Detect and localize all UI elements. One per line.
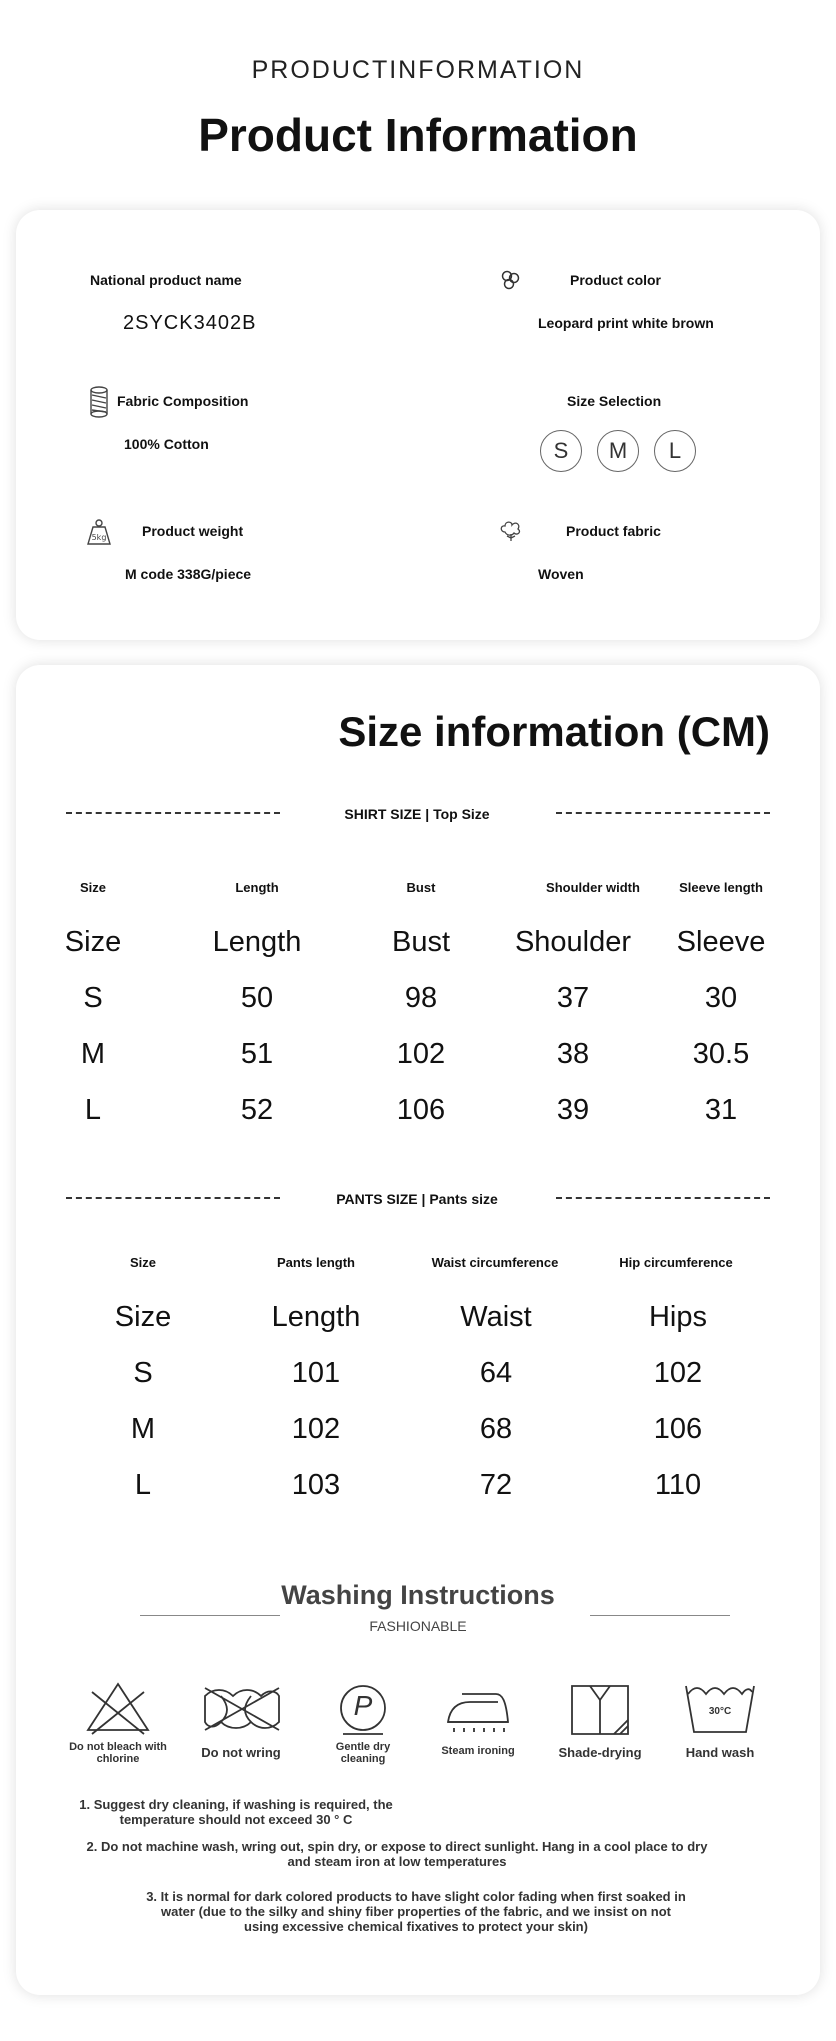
wash-note-1: 1. Suggest dry cleaning, if washing is required, the temperature should not exceed 30 ° C [79,1797,393,1827]
shirt-cell: Length [212,926,302,958]
shirt-cell: 37 [556,982,590,1014]
dry-clean-letter: P [353,1690,373,1721]
shirt-header-bust: Bust [406,880,436,895]
pants-header-length: Pants length [276,1255,355,1270]
product-fabric-value: Woven [538,566,584,582]
shirt-cell: 98 [404,982,438,1014]
shirt-header-size: Size [79,880,106,895]
wash-note-2: 2. Do not machine wash, wring out, spin dry, or expose to direct sunlight. Hang in a cool place to dry and steam iron at low temperatures [86,1839,708,1869]
fabric-composition-value: 100% Cotton [124,436,209,452]
pants-cell: Length [271,1301,361,1333]
size-option-s[interactable]: S [540,430,582,472]
shirt-cell: Sleeve [676,926,766,958]
shirt-cell: 39 [556,1094,590,1126]
shirt-cell: 52 [240,1094,274,1126]
shirt-cell: M [80,1038,106,1070]
no-wring-label: Do not wring [201,1745,281,1760]
wash-temp-label: 30°C [708,1706,732,1717]
product-name-label: National product name [90,272,242,288]
pants-header-waist: Waist circumference [431,1255,559,1270]
steam-iron-label: Steam ironing [441,1745,515,1757]
product-weight-label: Product weight [142,523,244,539]
cotton-flower-icon [499,520,523,542]
no-bleach-icon [76,1678,160,1740]
pants-cell: 101 [291,1357,341,1389]
shade-dry-label: Shade-drying [558,1745,642,1760]
product-weight-value: M code 338G/piece [125,566,252,582]
pants-cell: L [134,1469,152,1501]
shirt-cell: Size [64,926,122,958]
divider [556,1197,770,1199]
pants-cell: M [130,1413,156,1445]
shirt-cell: 30 [704,982,738,1014]
pants-cell: Waist [460,1301,532,1333]
pants-cell: 103 [291,1469,341,1501]
svg-text:5kg: 5kg [91,533,107,542]
shirt-header-length: Length [235,880,279,895]
shirt-cell: 30.5 [692,1038,750,1070]
size-info-title: Size information (CM) [338,708,770,755]
page-title: Product Information [198,109,638,161]
divider [66,1197,280,1199]
wash-note-3: 3. It is normal for dark colored products to have slight color fading when first soaked in water (due to the silky and shiny fiber properties of the fabric, and we insist on not using excessive chemical fixatives to protect your skin) [146,1889,686,1934]
page-eyebrow: PRODUCTINFORMATION [251,56,585,84]
size-selection-label: Size Selection [567,393,662,409]
shirt-cell: 106 [396,1094,446,1126]
divider [590,1615,730,1616]
no-wring-icon [199,1678,283,1740]
pants-cell: Size [114,1301,172,1333]
divider [556,812,770,814]
color-palette-icon [498,268,522,292]
shirt-cell: Shoulder [514,926,632,958]
product-color-value: Leopard print white brown [538,315,714,331]
pants-cell: 64 [479,1357,513,1389]
shirt-header-shoulder: Shoulder width [546,880,640,895]
washing-title: Washing Instructions [281,1580,555,1610]
shirt-cell: L [84,1094,102,1126]
pants-size-label: PANTS SIZE | Pants size [336,1191,498,1207]
yarn-spool-icon [90,386,108,418]
pants-cell: 102 [653,1357,703,1389]
weight-icon [86,518,112,546]
divider [140,1615,280,1616]
hand-wash-label: Hand wash [685,1745,755,1760]
pants-cell: 106 [653,1413,703,1445]
shirt-cell: 38 [556,1038,590,1070]
product-fabric-label: Product fabric [566,523,661,539]
steam-iron-icon [436,1678,520,1740]
shirt-header-sleeve: Sleeve length [679,880,763,895]
shade-dry-icon [558,1678,642,1740]
shirt-cell: 31 [704,1094,738,1126]
size-option-m[interactable]: M [597,430,639,472]
product-color-label: Product color [570,272,662,288]
pants-header-size: Size [129,1255,156,1270]
shirt-cell: 51 [240,1038,274,1070]
shirt-cell: 102 [396,1038,446,1070]
no-bleach-label: Do not bleach with chlorine [69,1741,167,1765]
pants-cell: 72 [479,1469,513,1501]
pants-cell: S [133,1357,153,1389]
size-option-l[interactable]: L [654,430,696,472]
pants-cell: Hips [648,1301,707,1333]
dry-clean-label: Gentle dry cleaning [335,1741,391,1765]
shirt-cell: S [83,982,103,1014]
shirt-cell: Bust [391,926,451,958]
divider [66,812,280,814]
shirt-size-label: SHIRT SIZE | Top Size [344,806,490,822]
pants-cell: 102 [291,1413,341,1445]
pants-cell: 68 [479,1413,513,1445]
shirt-cell: 50 [240,982,274,1014]
fabric-composition-label: Fabric Composition [117,393,249,409]
washing-subtitle: FASHIONABLE [369,1618,467,1634]
pants-header-hip: Hip circumference [619,1255,733,1270]
pants-cell: 110 [654,1469,702,1501]
product-name-value: 2SYCK3402B [123,312,257,334]
